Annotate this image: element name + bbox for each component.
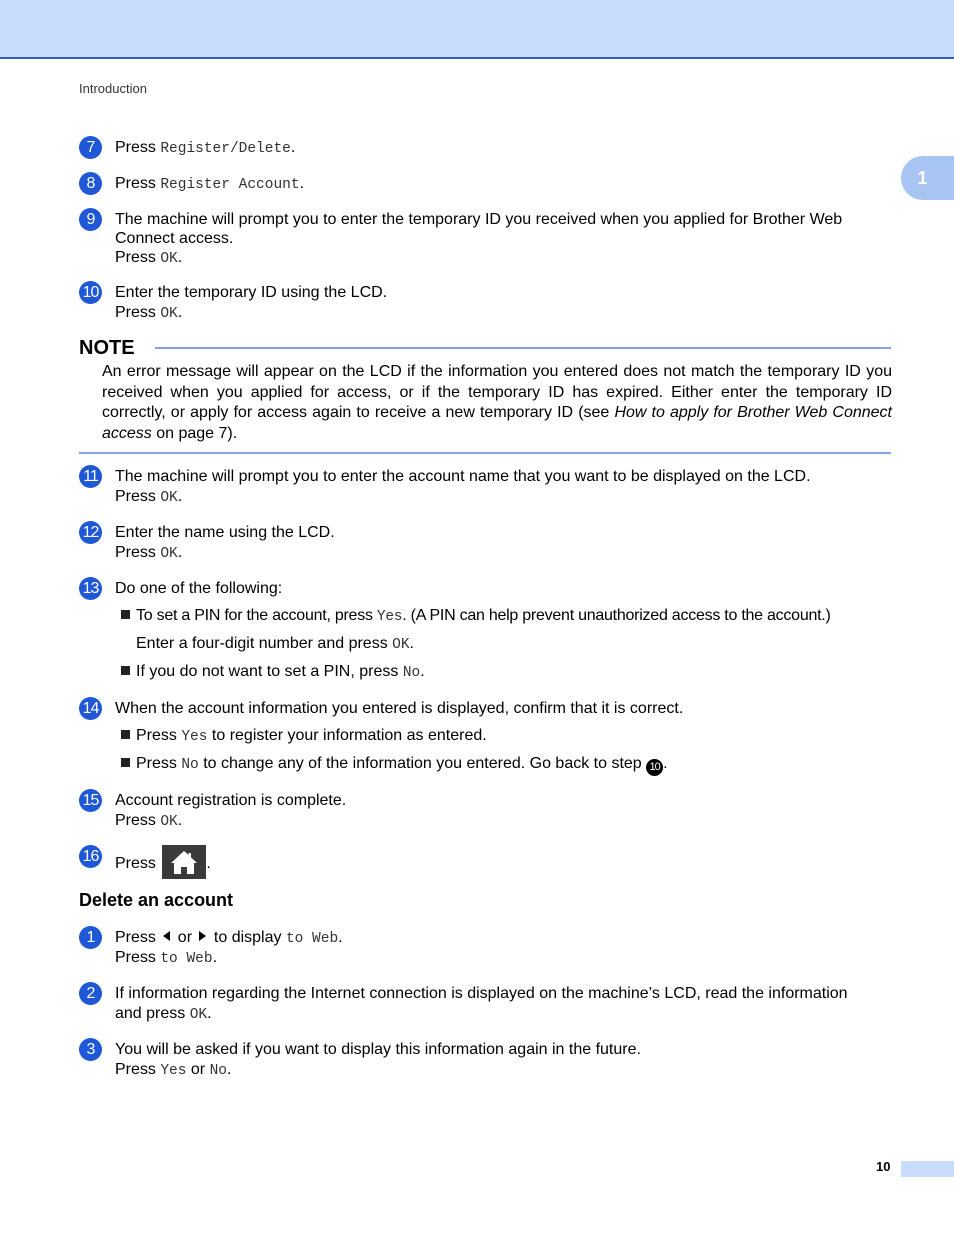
page-number: 10 bbox=[876, 1159, 891, 1174]
step-number: 9 bbox=[79, 208, 102, 231]
step-number: 8 bbox=[79, 172, 102, 195]
step-number: 2 bbox=[79, 982, 102, 1005]
step-number: 11 bbox=[79, 465, 102, 488]
step-13-bullet-2: If you do not want to set a PIN, press No. bbox=[121, 663, 425, 681]
note-divider bbox=[155, 347, 891, 349]
section-heading: Delete an account bbox=[79, 890, 234, 910]
step-number: 7 bbox=[79, 136, 102, 159]
bullet-square bbox=[121, 758, 130, 767]
step-13-bullet-1-sub: Enter a four-digit number and press OK. bbox=[136, 635, 414, 653]
page-number-bar bbox=[901, 1161, 954, 1177]
step-number: 12 bbox=[79, 521, 102, 544]
home-icon[interactable] bbox=[162, 845, 206, 879]
step-number: 1 bbox=[79, 926, 102, 949]
step-14-bullet-1: Press Yes to register your information as entered. bbox=[121, 727, 487, 745]
step-number: 10 bbox=[79, 281, 102, 304]
step-number: 14 bbox=[79, 697, 102, 720]
step-number: 16 bbox=[79, 845, 102, 868]
section-header: Introduction bbox=[79, 81, 147, 96]
note-link[interactable]: How to apply for Brother Web Connect access bbox=[102, 404, 892, 442]
step-reference-icon[interactable]: 10 bbox=[646, 759, 663, 776]
step-13-bullet-1: To set a PIN for the account, press Yes. (A PIN can help prevent unauthorized access to the account.) bbox=[121, 607, 831, 625]
right-arrow-icon bbox=[199, 931, 206, 941]
bullet-square bbox=[121, 666, 130, 675]
bullet-square bbox=[121, 730, 130, 739]
step-number: 3 bbox=[79, 1038, 102, 1061]
left-arrow-icon bbox=[163, 931, 170, 941]
step-number: 15 bbox=[79, 789, 102, 812]
step-number: 13 bbox=[79, 577, 102, 600]
step-14-bullet-2: Press No to change any of the information you entered. Go back to step 10 . bbox=[121, 755, 668, 776]
note-body: An error message will appear on the LCD if the information you entered does not match the temporary ID you received when you applied for access, or if the temporary ID has expired. Either enter the temporary ID correctly, or apply for access again to receive a new temporary ID (see How to apply for Brother Web Connect access on page 7). bbox=[102, 363, 892, 442]
note-title: NOTE bbox=[79, 337, 135, 359]
bullet-square bbox=[121, 610, 130, 619]
chapter-tab: 1 bbox=[901, 156, 954, 200]
note-bottom-divider bbox=[79, 452, 891, 454]
top-banner bbox=[0, 0, 954, 59]
